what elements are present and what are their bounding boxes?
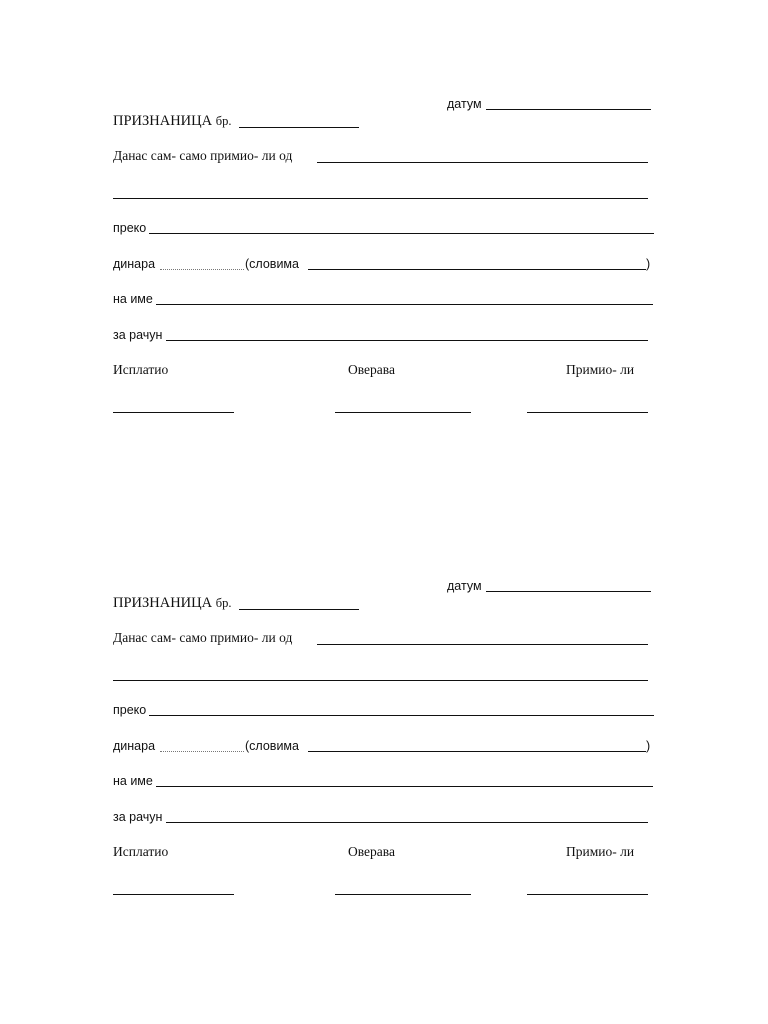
account-field[interactable] <box>166 822 648 823</box>
received-from-field-continued[interactable] <box>113 680 648 681</box>
name-label: на име <box>113 774 153 788</box>
closing-paren: ) <box>646 739 651 753</box>
dinars-amount-field[interactable] <box>160 743 244 752</box>
via-label: преко <box>113 703 147 717</box>
name-field[interactable] <box>156 786 653 787</box>
paid-by-label: Исплатио <box>113 844 169 859</box>
amount-in-words-field[interactable] <box>308 269 646 270</box>
account-field[interactable] <box>166 340 648 341</box>
dinars-amount-field[interactable] <box>160 261 244 270</box>
received-from-field[interactable] <box>317 162 648 163</box>
received-from-label: Данас сам- само примио- ли од <box>113 148 293 163</box>
received-by-label: Примио- ли <box>566 362 635 377</box>
via-field[interactable] <box>149 715 654 716</box>
verified-by-signature-line[interactable] <box>335 412 471 413</box>
paid-by-label: Исплатио <box>113 362 169 377</box>
receipt-form-1 <box>0 94 768 434</box>
via-label: преко <box>113 221 147 235</box>
received-by-signature-line[interactable] <box>527 894 648 895</box>
account-label: за рачун <box>113 810 163 824</box>
date-label: датум <box>447 579 482 593</box>
name-field[interactable] <box>156 304 653 305</box>
receipt-number-field[interactable] <box>239 127 359 128</box>
receipt-title: ПРИЗНАНИЦА бр. <box>113 595 232 611</box>
account-label: за рачун <box>113 328 163 342</box>
amount-in-words-field[interactable] <box>308 751 646 752</box>
receipt-form-2 <box>0 576 768 916</box>
name-label: на име <box>113 292 153 306</box>
receipt-number-field[interactable] <box>239 609 359 610</box>
receipt-title: ПРИЗНАНИЦА бр. <box>113 113 232 129</box>
verified-by-label: Оверава <box>348 362 395 377</box>
paid-by-signature-line[interactable] <box>113 894 234 895</box>
received-by-signature-line[interactable] <box>527 412 648 413</box>
date-field[interactable] <box>486 591 651 592</box>
received-from-field[interactable] <box>317 644 648 645</box>
paid-by-signature-line[interactable] <box>113 412 234 413</box>
verified-by-signature-line[interactable] <box>335 894 471 895</box>
dinars-label: динара <box>113 739 156 753</box>
dinars-label: динара <box>113 257 156 271</box>
verified-by-label: Оверава <box>348 844 395 859</box>
closing-paren: ) <box>646 257 651 271</box>
date-field[interactable] <box>486 109 651 110</box>
via-field[interactable] <box>149 233 654 234</box>
date-label: датум <box>447 97 482 111</box>
received-by-label: Примио- ли <box>566 844 635 859</box>
received-from-field-continued[interactable] <box>113 198 648 199</box>
received-from-label: Данас сам- само примио- ли од <box>113 630 293 645</box>
in-words-label: (словима <box>245 257 299 271</box>
in-words-label: (словима <box>245 739 299 753</box>
